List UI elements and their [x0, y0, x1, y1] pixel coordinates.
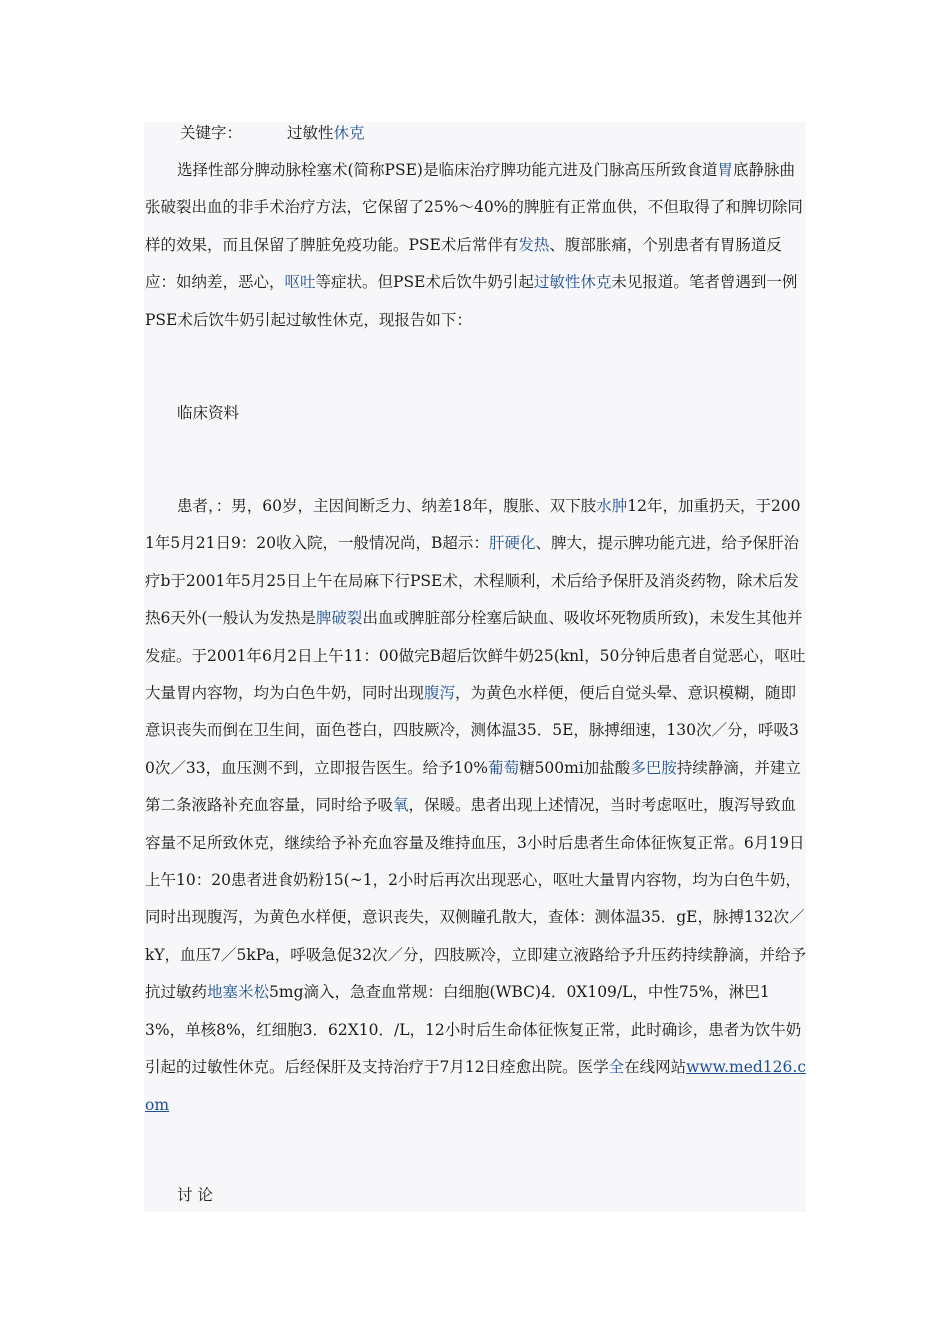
intro-text: 、腹部胀痛，个别患者有胃肠道反应：如纳差，恶心， [145, 235, 782, 292]
link-spleen-rupture[interactable]: 脾破裂 [315, 609, 363, 628]
link-dopamine[interactable]: 多巴胺 [630, 758, 677, 777]
link-glucose[interactable]: 葡萄 [488, 758, 520, 777]
link-cirrhosis[interactable]: 肝硬化 [488, 534, 536, 553]
link-fever[interactable]: 发热 [518, 235, 550, 254]
case-text: ，保暖。患者出现上述情况，当时考虑呕吐，腹泻导致血容量不足所致休克，继续给予补充血容量及维持血压，3小时后患者生命体征恢复正常。6月19日上午10：20患者进食奶粉15(~1，2小时后再次出现恶心，呕吐大量胃内容物，均为白色牛奶，同时出现腹泻，为黄色水样便，意识丧失，双侧瞳孔散大，查体：测体温35．gE，脉搏132次／kY，血压7／5kPa，呼吸急促32次／分，四肢厥冷，立即建立液路给予升压药持续静滴，并给予抗过敏药 [145, 796, 806, 1002]
case-paragraph [145, 488, 807, 1124]
link-quan[interactable]: 全 [608, 1058, 625, 1077]
intro-paragraph [145, 152, 807, 339]
link-oxygen[interactable]: 氧 [393, 796, 409, 815]
case-text: ，为黄色水样便，便后自觉头晕、意识模糊，随即意识丧失而倒在卫生间，面色苍白，四肢厥冷，测体温35．5E，脉搏细速，130次／分，呼吸30次／33，血压测不到，立即报告医生。给予10% [145, 684, 799, 777]
case-text: 患者，：男，60岁，主因间断乏力、纳差18年，腹胀、双下肢 [177, 497, 597, 515]
case-text: 5mg滴入，急查血常规：白细胞 [269, 983, 490, 1002]
case-text: 出血或脾脏部分栓塞后缺血、吸收坏死物质所致)，未发生其他并发症。于2001年6月2日上午11：00做完B超后饮鲜牛奶25(knl，50分钟后患者自觉恶心，呕吐大量胃内容物，均为白色牛奶，同时出现 [145, 609, 806, 703]
intro-text: 选择性部分脾动脉栓塞术(简称PSE)是临床治疗脾功能亢进及门脉高压所致食道 [177, 161, 718, 179]
article-body [144, 122, 806, 1212]
website-link[interactable]: www.med126.com [145, 1058, 807, 1114]
link-diarrhea[interactable]: 腹泻 [424, 684, 456, 703]
case-text: 在线网站 [624, 1058, 687, 1077]
case-text: (WBC)4．0X109/L，中性75%，淋巴13%，单核8%，红细胞3．62X10．/L，12小时后生命体征恢复正常，此时确诊，患者为饮牛奶引起的过敏性休克。后经保肝及支持治疗于7月12日痊愈出院。医学 [145, 983, 802, 1077]
keyword-link-shock[interactable]: 休克 [333, 124, 365, 142]
intro-text: 等症状。但PSE术后饮牛奶引起 [315, 273, 534, 292]
link-vomit[interactable]: 呕吐 [284, 273, 316, 292]
case-text: 糖500mi加盐酸 [519, 758, 631, 777]
intro-text: 底静脉曲张破裂出血的非手术治疗方法，它保留了25%～40%的脾脏有正常血供，不但取得了和脾切除同样的效果，而且保留了脾脏免疫功能。PSE术后常伴有 [145, 161, 803, 254]
keywords-line [180, 122, 365, 144]
case-text: 12年，加重扔天，于2001年5月21日9：20收入院，一般情况尚，B超示： [145, 497, 801, 553]
link-anaphylactic-shock[interactable]: 过敏性休克 [533, 273, 612, 292]
link-stomach[interactable]: 胃 [717, 161, 733, 179]
intro-text: 未见报道。笔者曾遇到一例PSE术后饮牛奶引起过敏性休克，现报告如下： [145, 273, 798, 329]
section-title-discussion: 讨 论 [177, 1186, 213, 1204]
link-edema[interactable]: 水肿 [596, 497, 628, 515]
keywords-value: 过敏性 [287, 124, 334, 142]
section-title-clinical: 临床资料 [177, 404, 240, 422]
case-text: 、脾大，提示脾功能亢进，给予保肝治疗b于2001年5月25日上午在局麻下行PSE术，术程顺利，术后给予保肝及消炎药物，除术后发热6天外(一般认为发热是 [145, 534, 799, 628]
case-text: 持续静滴，并建立第二条液路补充血容量，同时给予吸 [145, 758, 801, 815]
link-dexamethasone[interactable]: 地塞米松 [207, 983, 270, 1002]
keywords-label: 关键字： [180, 124, 243, 142]
